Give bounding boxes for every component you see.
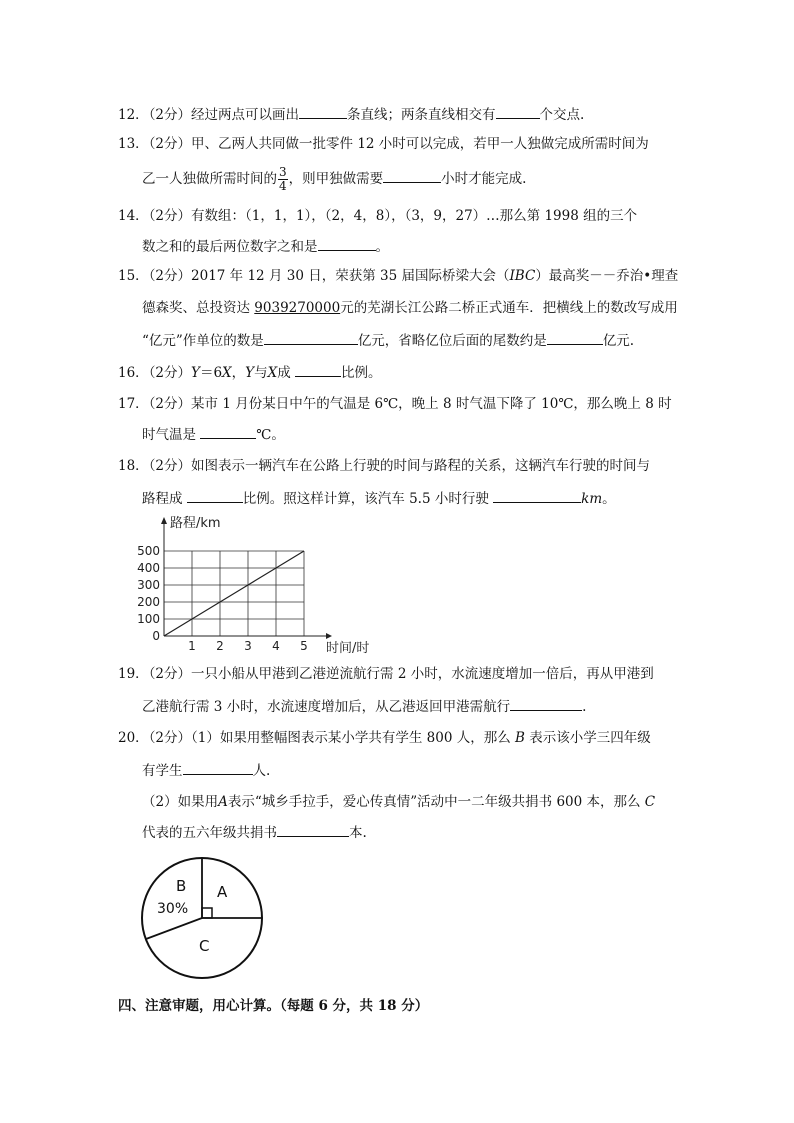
question-18: 18．（2分）如图表示一辆汽车在公路上行驶的时间与路程的关系，这辆汽车行驶的时间与 [118, 458, 651, 474]
x-tick-label: 4 [272, 639, 280, 653]
pie-label-c: C [199, 937, 210, 955]
y-tick-label: 100 [137, 612, 160, 626]
pie-percent-b: 30% [157, 901, 189, 917]
question-15-line2: 德森奖、总投资达 9039270000元的芜湖长江公路二桥正式通车．把横线上的数改写成用 [142, 300, 678, 316]
answer-blank[interactable] [299, 104, 347, 119]
answer-blank[interactable] [187, 488, 243, 503]
question-20-line2: 有学生 人. [142, 760, 270, 781]
question-18-line2: 路程成 比例。照这样计算，该汽车 5.5 小时行驶 km。 [142, 488, 616, 509]
question-14-line2: 数之和的最后两位数字之和是 。 [142, 236, 389, 257]
question-19: 19．（2分）一只小船从甲港到乙港逆流航行需 2 小时，水流速度增加一倍后，再从甲港到 [118, 666, 654, 682]
pie-label-b: B [176, 877, 187, 895]
answer-blank[interactable] [496, 104, 540, 119]
pie-label-a: A [217, 883, 228, 901]
x-tick-label: 5 [300, 639, 308, 653]
x-axis-label: 时间/时 [326, 641, 370, 656]
question-17: 17．（2分）某市 1 月份某日中午的气温是 6℃，晚上 8 时气温下降了 10℃，那么晚上 8 时 [118, 396, 672, 412]
answer-blank[interactable] [318, 236, 376, 251]
question-15: 15．（2分）2017 年 12 月 30 日，荣获第 35 届国际桥梁大会（IBC）最高奖－－乔治•理查 [118, 268, 679, 284]
answer-blank[interactable] [547, 330, 603, 345]
y-tick-label: 300 [137, 578, 160, 592]
question-13: 13．（2分）甲、乙两人共同做一批零件 12 小时可以完成，若甲一人独做完成所需时间为 [118, 136, 649, 152]
answer-blank[interactable] [183, 760, 253, 775]
x-axis-arrow [326, 633, 332, 639]
question-13-line2: 乙一人独做所需时间的 $\frac{3}{4}$ ，则甲独做需要 小时才能完成. [142, 165, 527, 193]
pie-chart [139, 856, 265, 982]
answer-blank[interactable] [383, 168, 441, 183]
question-12: 12．（2分）经过两点可以画出 条直线；两条直线相交有 个交点. [118, 104, 584, 125]
question-15-line3: “亿元”作单位的数是 亿元，省略亿位后面的尾数约是 亿元. [142, 330, 634, 351]
series-line [164, 551, 304, 636]
answer-blank[interactable] [277, 822, 349, 837]
section-4-title: 四、注意审题，用心计算。（每题 6 分，共 18 分） [118, 998, 429, 1014]
x-tick-label: 2 [216, 639, 224, 653]
y-axis-arrow [161, 517, 167, 524]
answer-blank[interactable] [264, 330, 358, 345]
answer-blank[interactable] [200, 424, 256, 439]
y-axis-label: 路程/km [170, 516, 221, 531]
answer-blank[interactable] [295, 362, 341, 377]
x-tick-label: 1 [188, 639, 196, 653]
fraction-three-quarters: $\frac{3}{4}$ [279, 165, 287, 193]
answer-blank[interactable] [493, 488, 581, 503]
y-tick-label: 500 [137, 544, 160, 558]
question-17-line2: 时气温是 ℃。 [142, 424, 285, 445]
chart-ticks [137, 544, 308, 653]
question-14: 14．（2分）有数组：（1，1，1），（2，4，8），（3，9，27）…那么第 1998 组的三个 [118, 208, 638, 224]
y-tick-label: 0 [152, 629, 160, 643]
question-19-line2: 乙港航行需 3 小时，水流速度增加后，从乙港返回甲港需航行 . [142, 696, 586, 717]
question-16: 16．（2分）Y＝6X，Y与X成 比例。 [118, 362, 382, 383]
question-20-line4: 代表的五六年级共捐书 本. [142, 822, 367, 843]
y-tick-label: 400 [137, 561, 160, 575]
question-20: 20．（2分）（1）如果用整幅图表示某小学共有学生 800 人，那么 B 表示该小学三四年级 [118, 730, 651, 746]
x-tick-label: 3 [244, 639, 252, 653]
answer-blank[interactable] [510, 696, 582, 711]
distance-time-chart [137, 514, 390, 656]
question-20-line3: （2）如果用A表示“城乡手拉手，爱心传真情”活动中一二年级共捐书 600 本，那么 C [142, 794, 656, 810]
y-tick-label: 200 [137, 595, 160, 609]
